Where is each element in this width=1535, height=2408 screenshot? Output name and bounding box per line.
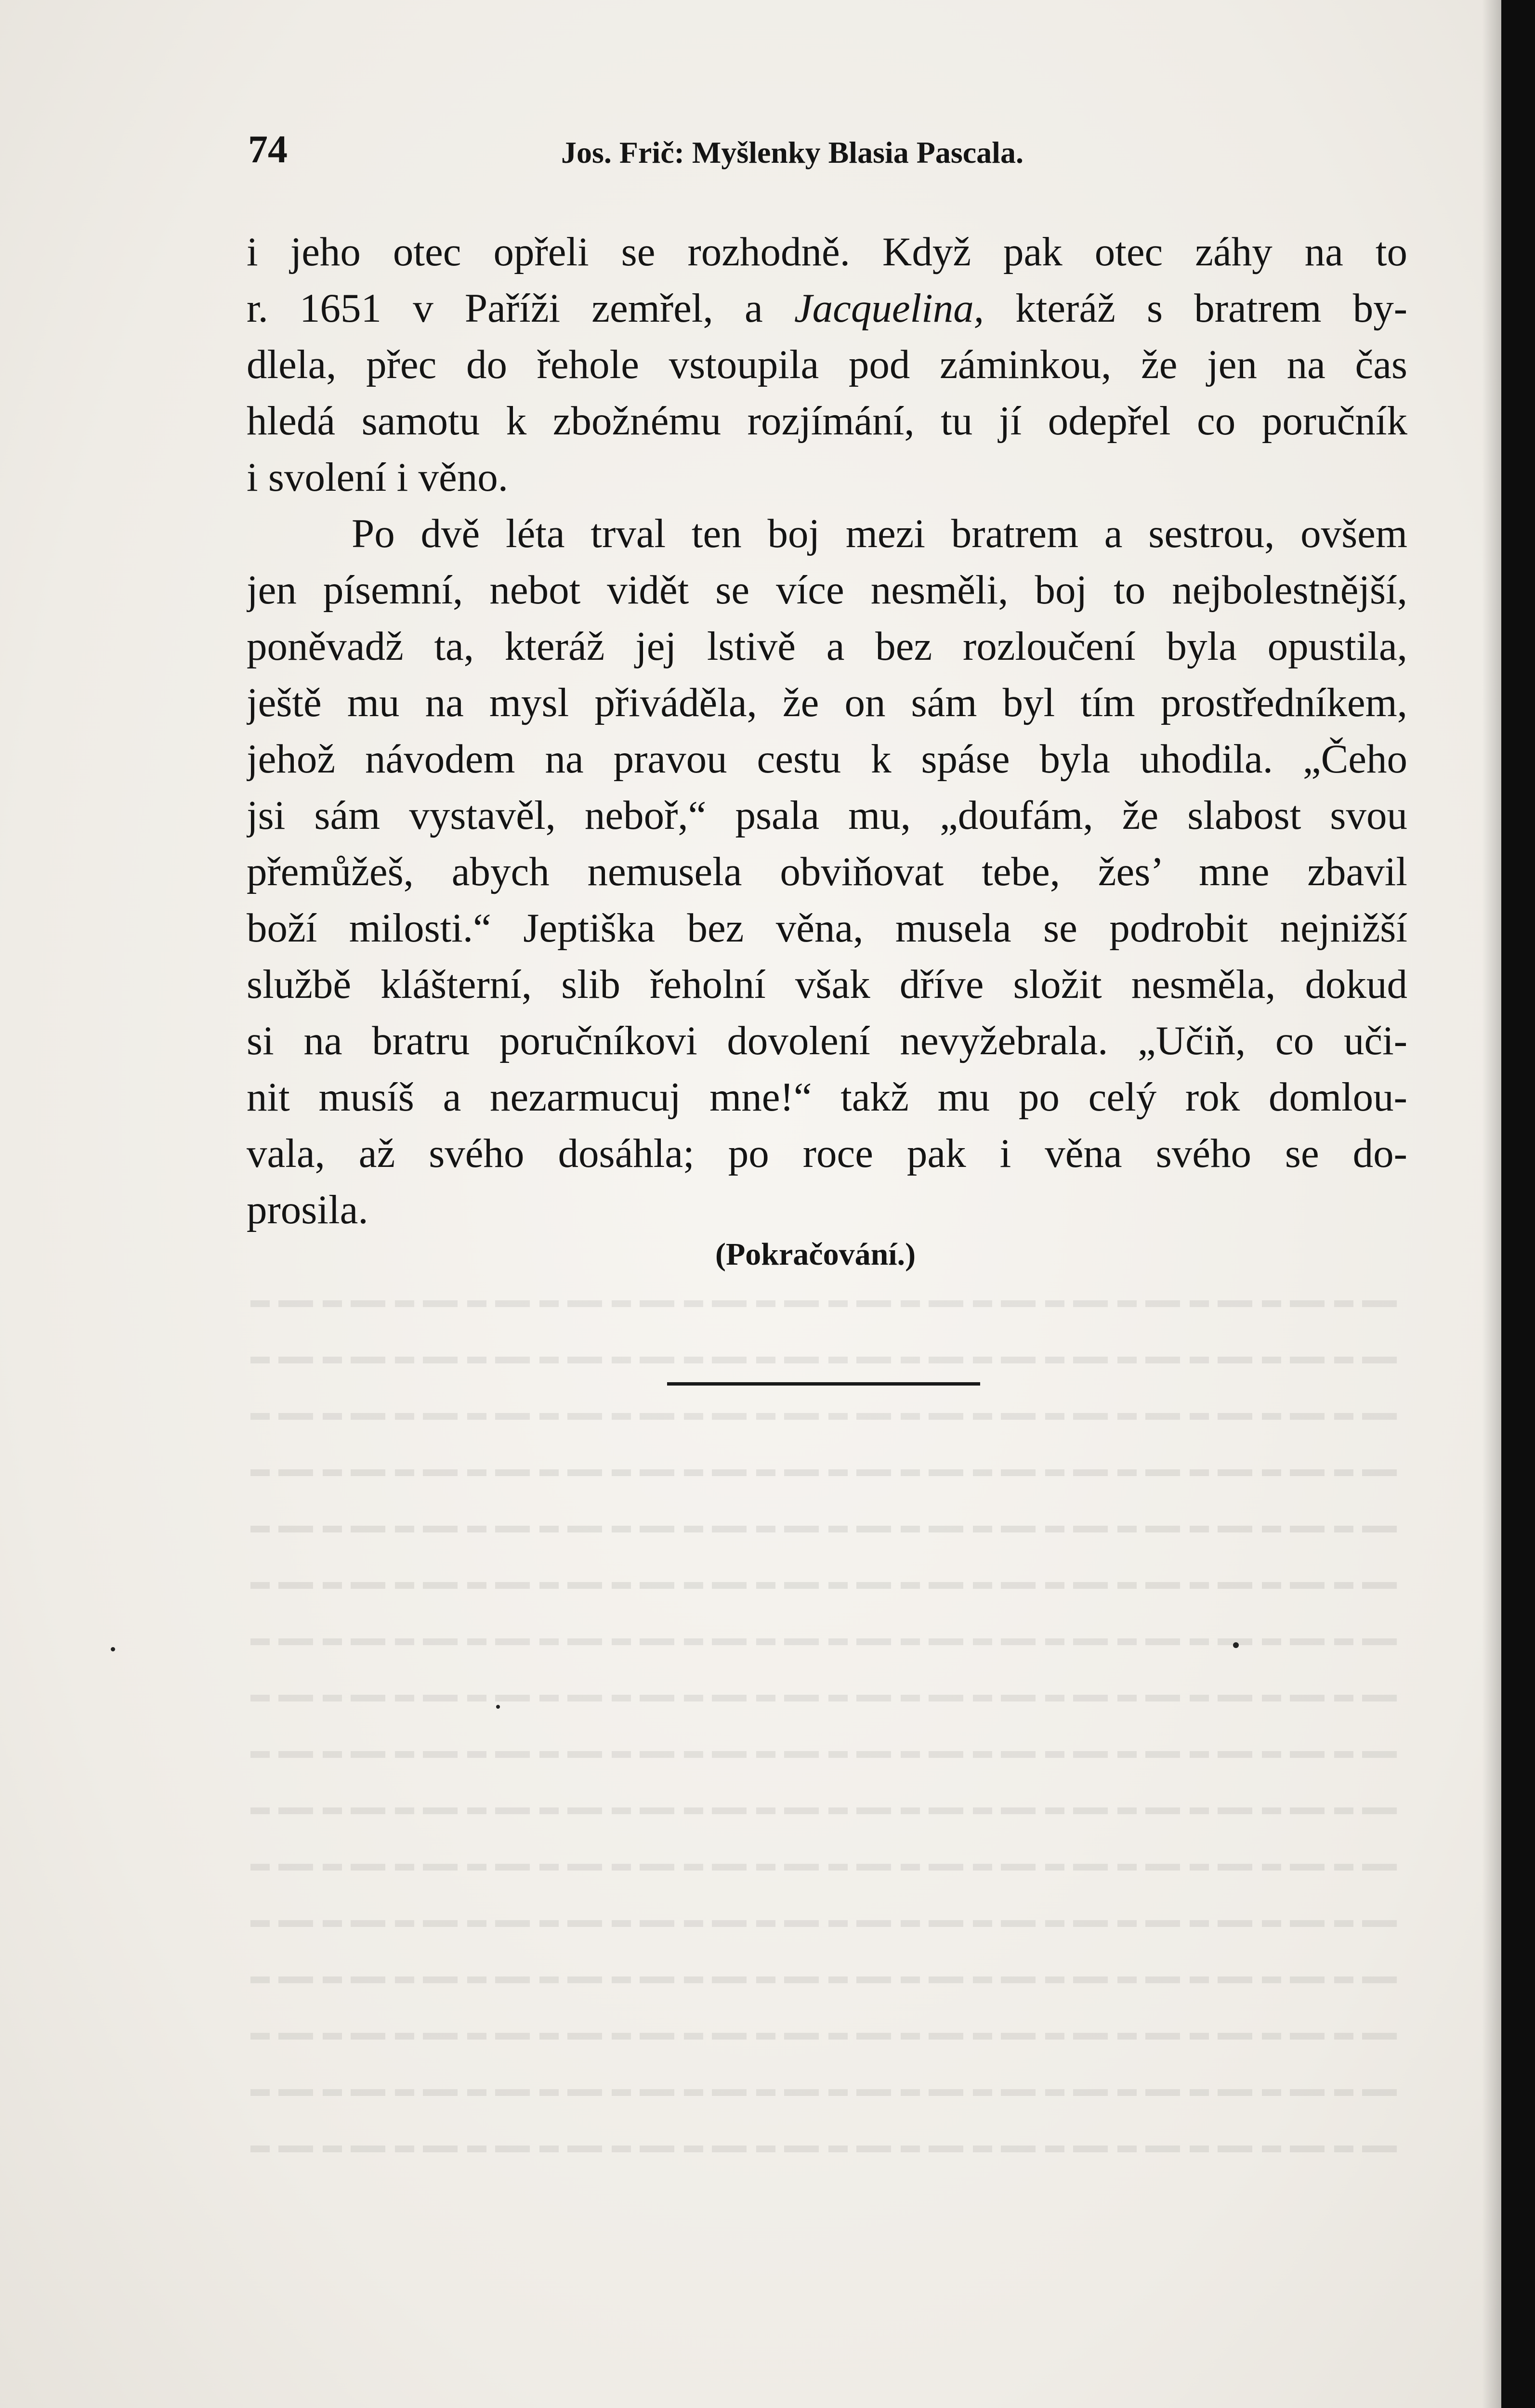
text-segment: jsi sám vystavěl, neboř,“ psala mu, „doufám, že slabost svou — [247, 793, 1407, 838]
text-line — [247, 393, 1407, 449]
text-segment: hledá samotu k zbožnému rozjímání, tu jí odepřel co poručník — [247, 398, 1407, 444]
text-line — [247, 1013, 1407, 1069]
section-rule — [667, 1382, 980, 1386]
continued-note: (Pokračování.) — [715, 1237, 916, 1272]
print-speck — [496, 1705, 500, 1709]
binding-edge — [1501, 0, 1535, 2408]
text-line — [247, 618, 1407, 675]
page-number: 74 — [248, 127, 288, 171]
text-line — [247, 1182, 1407, 1238]
text-line — [247, 280, 1407, 337]
text-segment: dlela, přec do řehole vstoupila pod záminkou, že jen na čas — [247, 342, 1407, 387]
text-segment: Po dvě léta trval ten boj mezi bratrem a sestrou, ovšem — [352, 511, 1407, 556]
text-line — [247, 1069, 1407, 1125]
text-line — [247, 449, 1407, 506]
show-through-text — [250, 1300, 1397, 2264]
body-text — [247, 224, 1407, 1238]
text-line — [247, 1125, 1407, 1182]
text-line — [247, 787, 1407, 844]
text-segment: prosila. — [247, 1187, 368, 1232]
text-line — [247, 675, 1407, 731]
text-line — [247, 562, 1407, 618]
text-segment: si na bratru poručníkovi dovolení nevyžebrala. „Učiň, co uči- — [247, 1018, 1407, 1063]
text-segment: ještě mu na mysl přiváděla, že on sám byl tím prostředníkem, — [247, 680, 1407, 725]
print-speck — [1233, 1642, 1239, 1648]
text-line — [247, 731, 1407, 787]
text-segment: jen písemní, nebot vidět se více nesměli, boj to nejbolestnější, — [247, 567, 1407, 613]
text-segment: i svolení i věno. — [247, 455, 508, 500]
text-segment: poněvadž ta, kteráž jej lstivě a bez rozloučení byla opustila, — [247, 624, 1407, 669]
text-line — [247, 956, 1407, 1013]
text-segment: vala, až svého dosáhla; po roce pak i věna svého se do- — [247, 1131, 1407, 1176]
text-segment: r. 1651 v Paříži zemřel, a — [247, 286, 794, 331]
text-segment: i jeho otec opřeli se rozhodně. Když pak otec záhy na to — [247, 229, 1407, 275]
text-segment: jehož návodem na pravou cestu k spáse byla uhodila. „Čeho — [247, 736, 1407, 782]
text-segment: boží milosti.“ Jeptiška bez věna, musela se podrobit nejnižší — [247, 905, 1407, 951]
text-segment: kteráž s bratrem by- — [984, 286, 1407, 331]
binding-shadow — [1482, 0, 1501, 2408]
text-line — [247, 900, 1407, 956]
page-header — [248, 123, 1404, 176]
text-italic-segment: Jacquelina, — [794, 286, 984, 331]
running-head: Jos. Frič: Myšlenky Blasia Pascala. — [561, 135, 1023, 170]
text-line — [247, 844, 1407, 900]
text-line — [247, 337, 1407, 393]
text-segment: nit musíš a nezarmucuj mne!“ takž mu po celý rok domlou- — [247, 1074, 1407, 1120]
print-speck — [111, 1647, 115, 1651]
text-segment: službě klášterní, slib řeholní však dříve složit nesměla, dokud — [247, 962, 1407, 1007]
text-segment: přemůžeš, abych nemusela obviňovat tebe, žes’ mne zbavil — [247, 849, 1407, 894]
text-line — [247, 224, 1407, 280]
text-line — [247, 506, 1407, 562]
